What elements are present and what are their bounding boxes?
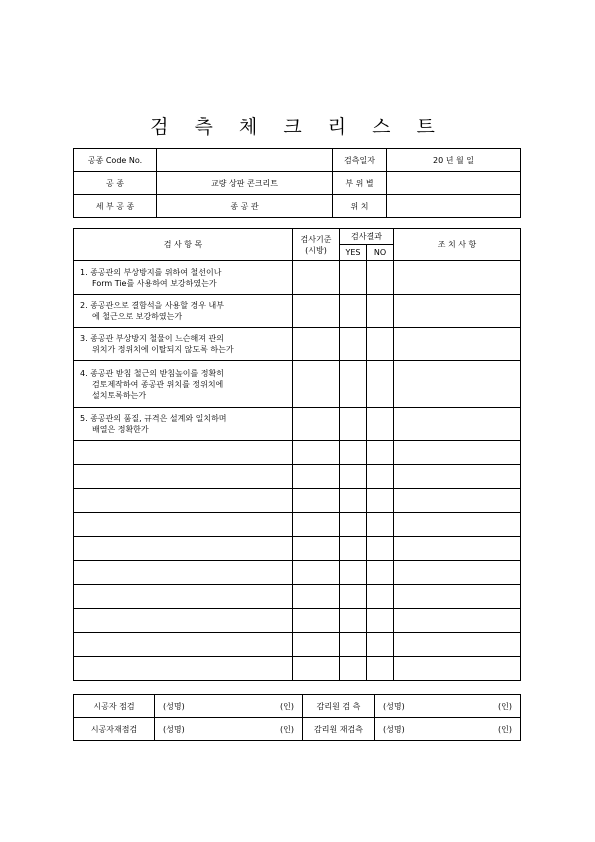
no-cell[interactable] bbox=[367, 585, 394, 609]
table-row bbox=[74, 361, 521, 408]
item-text: 5. 종공관의 품질, 규격은 설계와 일치하며 bbox=[80, 414, 227, 423]
no-cell[interactable] bbox=[367, 361, 394, 408]
item-cell[interactable] bbox=[74, 465, 293, 489]
table-row bbox=[74, 633, 521, 657]
no-cell[interactable] bbox=[367, 489, 394, 513]
table-row bbox=[74, 585, 521, 609]
yes-cell[interactable] bbox=[340, 633, 367, 657]
standard-cell[interactable] bbox=[293, 408, 340, 441]
table-row bbox=[74, 561, 521, 585]
item-text: 위치가 정위치에 이탈되지 않도록 하는가 bbox=[92, 345, 234, 354]
action-cell[interactable] bbox=[394, 465, 521, 489]
item-cell[interactable] bbox=[74, 657, 293, 681]
header-table bbox=[73, 148, 521, 218]
no-cell[interactable] bbox=[367, 465, 394, 489]
signature-table bbox=[73, 694, 521, 741]
yes-cell[interactable] bbox=[340, 561, 367, 585]
table-row bbox=[74, 441, 521, 465]
col-header-standard-line1: 검사기준 bbox=[300, 234, 332, 244]
action-cell[interactable] bbox=[394, 361, 521, 408]
no-cell[interactable] bbox=[367, 328, 394, 361]
col-header-no: NO bbox=[367, 245, 394, 261]
action-cell[interactable] bbox=[394, 513, 521, 537]
standard-cell[interactable] bbox=[293, 657, 340, 681]
action-cell[interactable] bbox=[394, 408, 521, 441]
yes-cell[interactable] bbox=[340, 657, 367, 681]
checklist-table bbox=[73, 228, 521, 681]
item-text: 4. 종공관 받침 철근의 받침높이를 정확히 bbox=[80, 368, 224, 378]
item-text: 에 철근으로 보강하였는가 bbox=[92, 312, 183, 321]
item-text: Form Tie를 사용하여 보강하였는가 bbox=[92, 278, 217, 288]
no-cell[interactable] bbox=[367, 441, 394, 465]
no-cell[interactable] bbox=[367, 561, 394, 585]
yes-cell[interactable] bbox=[340, 609, 367, 633]
checklist-item-2 bbox=[74, 295, 293, 328]
name-placeholder: (성명) bbox=[163, 724, 185, 734]
action-cell[interactable] bbox=[394, 561, 521, 585]
yes-cell[interactable] bbox=[340, 489, 367, 513]
table-row bbox=[74, 657, 521, 681]
standard-cell[interactable] bbox=[293, 295, 340, 328]
action-cell[interactable] bbox=[394, 261, 521, 295]
name-placeholder: (성명) bbox=[383, 724, 405, 734]
table-row bbox=[74, 295, 521, 328]
action-cell[interactable] bbox=[394, 328, 521, 361]
item-cell[interactable] bbox=[74, 633, 293, 657]
no-cell[interactable] bbox=[367, 609, 394, 633]
col-header-action: 조 치 사 항 bbox=[394, 229, 521, 261]
work-type-field[interactable]: 교량 상판 콘크리트 bbox=[157, 172, 333, 195]
standard-cell[interactable] bbox=[293, 328, 340, 361]
item-text: 1. 종공관의 부상방지를 위하여 철선이나 bbox=[80, 267, 222, 277]
item-text: 배열은 정확한가 bbox=[92, 425, 149, 434]
standard-cell[interactable] bbox=[293, 513, 340, 537]
yes-cell[interactable] bbox=[340, 441, 367, 465]
yes-cell[interactable] bbox=[340, 328, 367, 361]
col-header-yes: YES bbox=[340, 245, 367, 261]
item-text: 2. 종공관으로 결함석을 사용할 경우 내부 bbox=[80, 301, 224, 310]
standard-cell[interactable] bbox=[293, 261, 340, 295]
action-cell[interactable] bbox=[394, 537, 521, 561]
item-cell[interactable] bbox=[74, 585, 293, 609]
standard-cell[interactable] bbox=[293, 361, 340, 408]
seal-placeholder: (인) bbox=[498, 724, 512, 734]
action-cell[interactable] bbox=[394, 633, 521, 657]
table-row bbox=[74, 537, 521, 561]
action-cell[interactable] bbox=[394, 441, 521, 465]
work-code-label: 공종 Code No. bbox=[74, 149, 157, 172]
col-header-standard bbox=[293, 229, 340, 261]
table-row bbox=[74, 609, 521, 633]
contractor-reinspector-label: 시공자재점검 bbox=[74, 718, 155, 741]
seal-placeholder: (인) bbox=[280, 701, 294, 711]
no-cell[interactable] bbox=[367, 633, 394, 657]
yes-cell[interactable] bbox=[340, 408, 367, 441]
action-cell[interactable] bbox=[394, 609, 521, 633]
yes-cell[interactable] bbox=[340, 361, 367, 408]
supervisor-inspector-label: 감리원 검 측 bbox=[303, 695, 375, 718]
yes-cell[interactable] bbox=[340, 585, 367, 609]
name-placeholder: (성명) bbox=[383, 701, 405, 711]
seal-placeholder: (인) bbox=[280, 724, 294, 734]
item-cell[interactable] bbox=[74, 489, 293, 513]
item-cell[interactable] bbox=[74, 537, 293, 561]
inspection-date-label: 검측일자 bbox=[333, 149, 387, 172]
action-cell[interactable] bbox=[394, 489, 521, 513]
standard-cell[interactable] bbox=[293, 537, 340, 561]
table-row bbox=[74, 489, 521, 513]
supervisor-reinspector-sign-field[interactable] bbox=[375, 718, 521, 741]
detail-type-field[interactable]: 종 공 관 bbox=[157, 195, 333, 218]
no-cell[interactable] bbox=[367, 513, 394, 537]
no-cell[interactable] bbox=[367, 657, 394, 681]
contractor-reinspector-sign-field[interactable] bbox=[155, 718, 303, 741]
item-cell[interactable] bbox=[74, 609, 293, 633]
standard-cell[interactable] bbox=[293, 585, 340, 609]
item-cell[interactable] bbox=[74, 561, 293, 585]
standard-cell[interactable] bbox=[293, 441, 340, 465]
item-text: 설치토록하는가 bbox=[92, 390, 147, 400]
checklist-item-3 bbox=[74, 328, 293, 361]
member-field[interactable] bbox=[387, 172, 521, 195]
page-title: 검 측 체 크 리 스 트 bbox=[150, 116, 445, 138]
checklist-item-4 bbox=[74, 361, 293, 408]
standard-cell[interactable] bbox=[293, 561, 340, 585]
table-row bbox=[74, 465, 521, 489]
yes-cell[interactable] bbox=[340, 513, 367, 537]
no-cell[interactable] bbox=[367, 408, 394, 441]
inspection-date-field[interactable]: 20 년 월 일 bbox=[387, 149, 521, 172]
item-text: 3. 종공관 부상방지 철물이 느슨해져 관의 bbox=[80, 334, 224, 343]
checklist-item-5 bbox=[74, 408, 293, 441]
col-header-standard-line2: (시방) bbox=[305, 245, 327, 255]
yes-cell[interactable] bbox=[340, 261, 367, 295]
item-cell[interactable] bbox=[74, 441, 293, 465]
checklist-item-1 bbox=[74, 261, 293, 295]
work-code-field[interactable] bbox=[157, 149, 333, 172]
work-type-label: 공 종 bbox=[74, 172, 157, 195]
detail-type-label: 세 부 공 종 bbox=[74, 195, 157, 218]
action-cell[interactable] bbox=[394, 295, 521, 328]
yes-cell[interactable] bbox=[340, 537, 367, 561]
standard-cell[interactable] bbox=[293, 633, 340, 657]
table-row bbox=[74, 328, 521, 361]
contractor-inspector-label: 시공자 점검 bbox=[74, 695, 155, 718]
name-placeholder: (성명) bbox=[163, 701, 185, 711]
seal-placeholder: (인) bbox=[498, 701, 512, 711]
standard-cell[interactable] bbox=[293, 465, 340, 489]
location-label: 위 치 bbox=[333, 195, 387, 218]
no-cell[interactable] bbox=[367, 261, 394, 295]
standard-cell[interactable] bbox=[293, 609, 340, 633]
supervisor-reinspector-label: 감리원 재검측 bbox=[303, 718, 375, 741]
col-header-result: 검사결과 bbox=[340, 229, 394, 245]
item-cell[interactable] bbox=[74, 513, 293, 537]
action-cell[interactable] bbox=[394, 585, 521, 609]
location-field[interactable] bbox=[387, 195, 521, 218]
table-row bbox=[74, 261, 521, 295]
table-row bbox=[74, 513, 521, 537]
item-text: 검토제작하여 종공관 위치를 정위치에 bbox=[92, 379, 224, 389]
yes-cell[interactable] bbox=[340, 295, 367, 328]
col-header-item: 검 사 항 목 bbox=[74, 229, 293, 261]
member-label: 부 위 별 bbox=[333, 172, 387, 195]
supervisor-inspector-sign-field[interactable] bbox=[375, 695, 521, 718]
yes-cell[interactable] bbox=[340, 465, 367, 489]
no-cell[interactable] bbox=[367, 295, 394, 328]
action-cell[interactable] bbox=[394, 657, 521, 681]
table-row bbox=[74, 408, 521, 441]
standard-cell[interactable] bbox=[293, 489, 340, 513]
contractor-inspector-sign-field[interactable] bbox=[155, 695, 303, 718]
no-cell[interactable] bbox=[367, 537, 394, 561]
